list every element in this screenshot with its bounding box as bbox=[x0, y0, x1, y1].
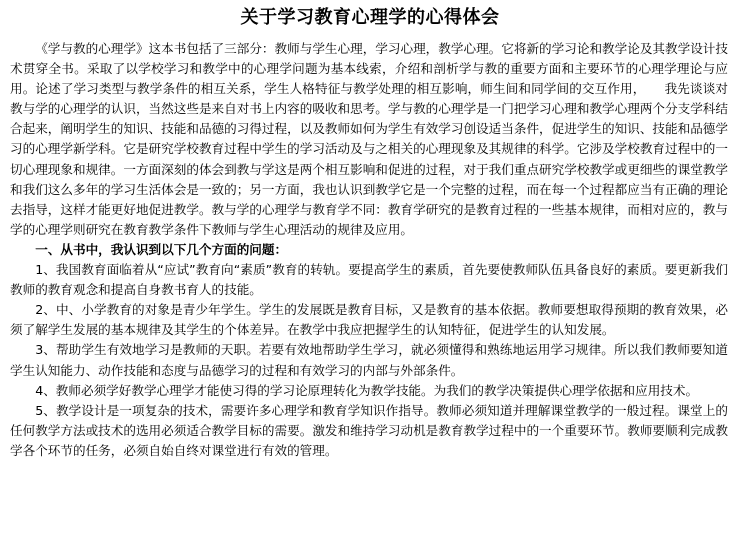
intro-paragraph: 《学与教的心理学》这本书包括了三部分：教师与学生心理，学习心理，教学心理。它将新的学习论和教学论及其教学设计技术贯穿全书。采取了以学校学习和教学中的心理学问题为基本线索，介绍和剖析学与教的重要方面和主要环节的心理学理论与应用。论述了学习类型与教学条件的相互关系，学生人格特征与教学处理的相互影响，师生间和同学间的交互作用， 我先谈谈对教与学的心理学的认识，当然这些是来自对书上内容的吸收和思考。学与教的心理学是一门把学习心理和教学心理两个分支学科结合起来，阐明学生的知识、技能和品德的习得过程，以及教师如何为学生有效学习创设适当条件，促进学生的知识、技能和品德学习的心理学新学科。它是研究学校教育过程中学生的学习活动及与之相关的心理现象及其规律的科学。它涉及学校教育过程中的一切心理现象和规律。一方面深刻的体会到教与学这是两个相互影响和促进的过程，对于我们重点研究学校教学或更细些的课堂教学和我们这么多年的学习生活体会是一致的；另一方面，我也认识到教学它是一个完整的过程，而在每一个过程都应当有正确的理论去指导，这样才能更好地促进教学。教与学的心理学与教育学不同：教育学研究的是教育过程的一些基本规律，而相对应的，教与学的心理学则研究在教育教学条件下教师与学生心理活动的规律及应用。 bbox=[10, 41, 728, 237]
point-paragraph-1: 1、我国教育面临着从“应试”教育向“素质”教育的转轨。要提高学生的素质，首先要使教师队伍具备良好的素质。要更新我们教师的教育观念和提高自身教书育人的技能。 bbox=[10, 262, 728, 298]
document-title: 关于学习教育心理学的心得体会 bbox=[240, 7, 500, 28]
point-paragraph-4: 4、教师必须学好教学心理学才能使习得的学习论原理转化为教学技能。为我们的教学决策提供心理学依据和应用技术。 bbox=[35, 382, 699, 398]
point-paragraph-5: 5、教学设计是一项复杂的技术，需要许多心理学和教育学知识作指导。教师必须知道并理解课堂教学的一般过程。课堂上的任何教学方法或技术的选用必须适合教学目标的需要。激发和维持学习动机是教育教学过程中的一个重要环节。教师要顺利完成教学各个环节的任务，必须自始自终对课堂进行有效的管理。 bbox=[10, 402, 728, 458]
section-heading: 一、从书中，我认识到以下几个方面的问题： bbox=[35, 241, 288, 257]
point-paragraph-3: 3、帮助学生有效地学习是教师的天职。若要有效地帮助学生学习，就必须懂得和熟练地运用学习规律。所以我们教师要知道学生认知能力、动作技能和态度与品德学习的过程和有效学习的内部与外部条件。 bbox=[10, 342, 728, 378]
document-body bbox=[10, 39, 728, 461]
point-paragraph-2: 2、中、小学教育的对象是青少年学生。学生的发展既是教育目标，又是教育的基本依据。教师要想取得预期的教育效果，必须了解学生发展的基本规律及其学生的个体差异。在教学中我应把握学生的认知特征，促进学生的认知发展。 bbox=[10, 302, 728, 338]
